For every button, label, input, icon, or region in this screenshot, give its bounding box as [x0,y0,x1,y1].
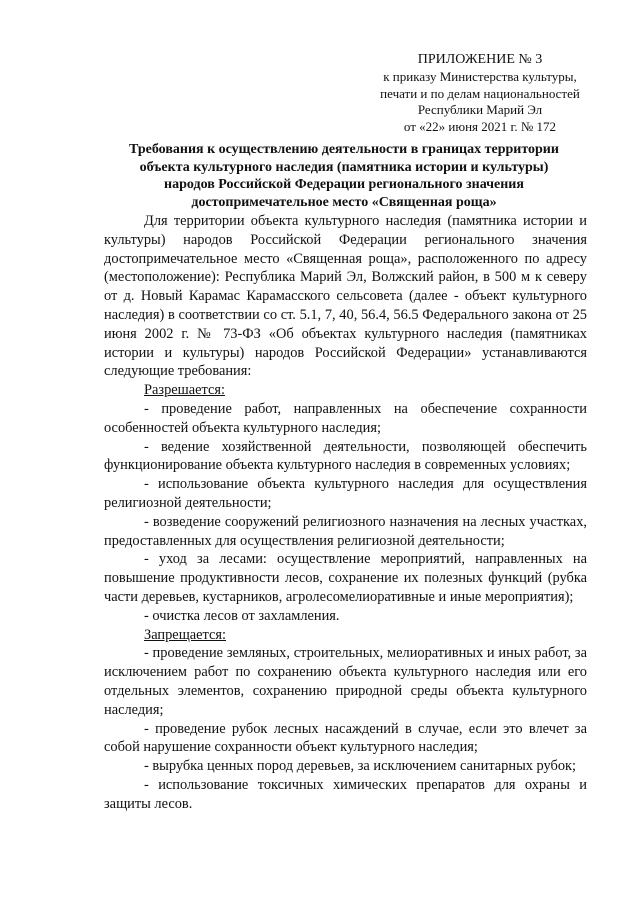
heading-line: достопримечательное место «Священная роща» [191,194,497,210]
allowed-item: - использование объекта культурного наследия для осуществления религиозной деятельности; [104,476,587,511]
appendix-date-line: от «22» июня 2021 г. № 172 [403,118,557,134]
document-heading [100,141,588,211]
appendix-header [360,52,600,135]
heading-line: народов Российской Федерации регионального значения [164,177,524,192]
document-body [104,212,587,814]
appendix-line: к приказу Министерства культуры, [383,69,577,85]
intro-paragraph: Для территории объекта культурного наследия (памятника истории и культуры) народов Российской Федерации регионального значения достопримечательное место «Священная роща», расположенного по адресу (местоположение): Республика Марий Эл, Волжский район, в 500 м к северу от д. Новый Карамас Карамасского сельсовета (далее - объект культурного наследия) в соответствии со ст. 5.1, 7, 40, 56.4, 56.5 Федерального закона от 25 июня 2002 г. № 73-ФЗ «Об объектах культурного наследия (памятниках истории и культуры) народов Российской Федерации» устанавливаются следующие требования: [104,213,587,380]
forbidden-item: - вырубка ценных пород деревьев, за исключением санитарных рубок; [144,758,577,775]
allowed-item: - ведение хозяйственной деятельности, позволяющей обеспечить функционирование объекта культурного наследия в современных условиях; [104,438,587,474]
forbidden-item: - использование токсичных химических препаратов для охраны и защиты лесов. [104,776,587,812]
allowed-item: - возведение сооружений религиозного назначения на лесных участках, предоставленных для осуществления религиозной деятельности; [104,513,587,549]
heading-line: объекта культурного наследия (памятника истории и культуры) [139,159,549,175]
forbidden-section-label: Запрещается: [144,626,227,643]
forbidden-item: - проведение рубок лесных насаждений в случае, если это влечет за собой нарушение сохранности объект культурного наследия; [104,720,587,756]
allowed-item: - проведение работ, направленных на обеспечение сохранности особенностей объекта культурного наследия; [104,400,587,436]
appendix-line: Республики Марий Эл [417,102,543,118]
forbidden-item: - проведение земляных, строительных, мелиоративных и иных работ, за исключением работ по сохранению объекта культурного наследия или его отдельных элементов, сохранению природной среды объекта культурного наследия; [104,645,587,718]
appendix-title: ПРИЛОЖЕНИЕ № 3 [417,52,543,67]
appendix-line: печати и по делам национальностей [380,85,580,101]
heading-line: Требования к осуществлению деятельности в границах территории [129,142,559,157]
allowed-item: - уход за лесами: осуществление мероприятий, направленных на повышение продуктивности лесов, сохранение их полезных функций (рубка части деревьев, кустарников, агролесомелиоративные и иные мероприятия); [104,551,587,605]
allowed-item: - очистка лесов от захламления. [144,607,340,624]
allowed-section-label: Разрешается: [144,382,225,399]
